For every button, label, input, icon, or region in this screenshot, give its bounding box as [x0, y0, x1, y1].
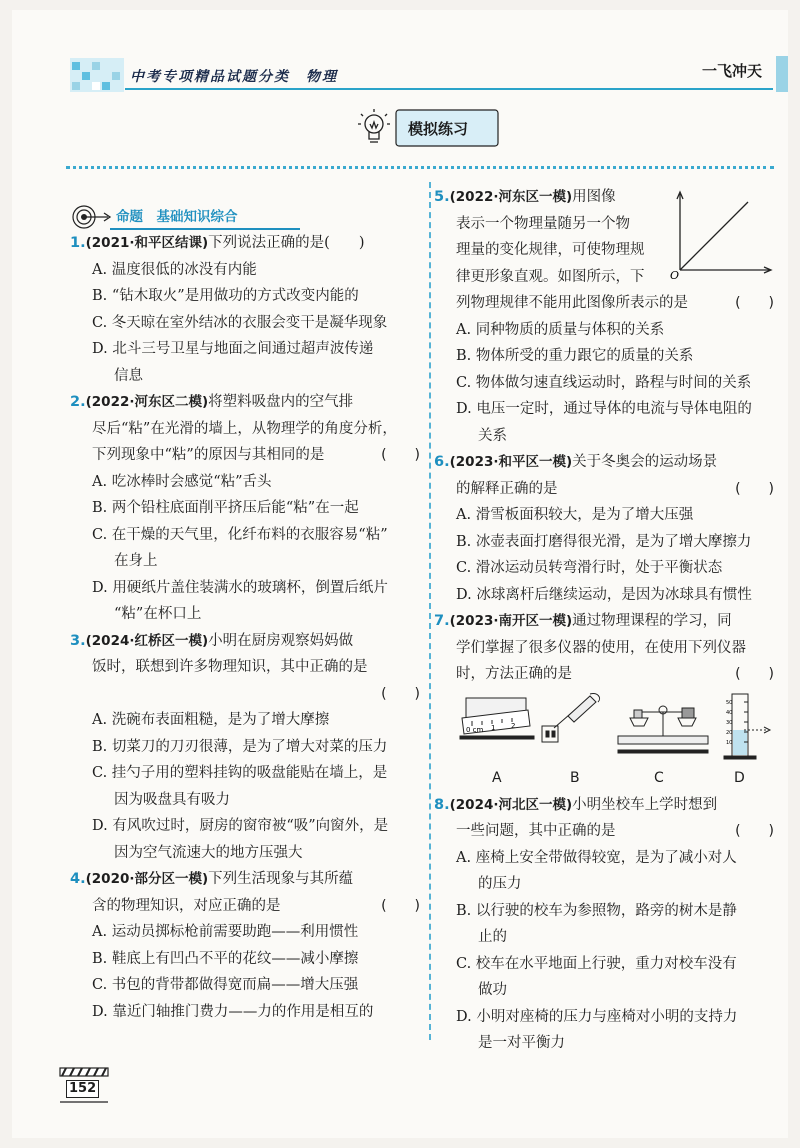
q2-stem-3: 下列现象中“粘”的原因与其相同的是: [92, 447, 325, 463]
q1-option-c: C. 冬天晾在室外结冰的衣服会变干是凝华现象: [92, 314, 388, 331]
question-6: [434, 449, 774, 608]
q4-stem-2: 含的物理知识，对应正确的是: [92, 897, 281, 914]
q6-option-b: B. 冰壶表面打磨得很光滑，是为了增大摩擦力: [456, 533, 752, 550]
q3-option-c: C. 挂勺子用的塑料挂钩的吸盘能贴在墙上，是: [92, 765, 388, 781]
q2-option-c: C. 在干燥的天气里，化纤布料的衣服容易“粘”: [92, 526, 388, 543]
header-brand: 一飞冲天: [702, 62, 763, 80]
q1-option-d-cont: 信息: [114, 367, 143, 384]
q1-option-d: D. 北斗三号卫星与地面之间通过超声波传递: [92, 341, 374, 357]
q6-stem-1: 关于冬奥会的运动场景: [572, 454, 718, 470]
q4-number: 4.: [70, 871, 86, 887]
q5-stem-5: 列物理规律不能用此图像所表示的是: [456, 295, 688, 311]
question-3: [70, 628, 420, 867]
q7-source: (2023·南开区一模): [449, 613, 573, 629]
q8-stem-2: 一些问题，其中正确的是: [456, 823, 616, 839]
cylinder-tick-50: 50: [726, 700, 733, 706]
q8-option-a: A. 座椅上安全带做得较宽，是为了减小对人: [456, 849, 737, 866]
header-title: 中考专项精品试题分类 物理: [130, 69, 338, 85]
q8-option-c: C. 校车在水平地面上行驶，重力对校车没有: [456, 955, 737, 972]
q7-number: 7.: [434, 613, 450, 629]
page-number: 152: [66, 1080, 99, 1098]
q4-option-d: D. 靠近门轴推门费力——力的作用是相互的: [92, 1003, 374, 1020]
q2-answer-bracket: ( ): [381, 447, 420, 463]
q5-linear-graph: [668, 190, 774, 280]
ruler-tick-1: 1: [491, 724, 496, 732]
q8-option-b-cont: 止的: [478, 929, 507, 945]
q8-source: (2024·河北区一模): [449, 796, 573, 813]
q6-answer-bracket: ( ): [735, 480, 774, 497]
q2-number: 2.: [70, 394, 86, 410]
q5-option-a: A. 同种物质的质量与体积的关系: [456, 321, 665, 338]
q7-stem-1: 通过物理课程的学习，同: [572, 613, 732, 629]
q2-option-d-cont: “粘”在杯口上: [114, 606, 202, 622]
test-pencil-diagram: [542, 694, 600, 742]
lightbulb-icon: [358, 109, 390, 142]
left-column: [70, 206, 420, 1025]
q4-option-c: C. 书包的背带都做得宽而扁——增大压强: [92, 977, 359, 993]
column-divider: [429, 182, 431, 1040]
q7-label-d: D: [734, 770, 745, 786]
q1-option-b: B. “钻木取火”是用做功的方式改变内能的: [92, 288, 359, 304]
q3-stem-2: 饭时，联想到许多物理知识，其中正确的是: [92, 659, 368, 675]
q3-source: (2024·红桥区一模): [85, 632, 209, 649]
q7-label-b: B: [570, 770, 580, 786]
q8-option-b: B. 以行驶的校车为参照物，路旁的树木是静: [456, 902, 737, 919]
q4-source: (2020·部分区一模): [85, 871, 209, 887]
question-1: [70, 230, 420, 389]
q8-option-d: D. 小明对座椅的压力与座椅对小明的支持力: [456, 1008, 738, 1025]
q3-stem-1: 小明在厨房观察妈妈做: [208, 632, 354, 649]
q7-answer-bracket: ( ): [735, 666, 774, 682]
q2-source: (2022·河东区二模): [85, 394, 209, 410]
q5-option-d: D. 电压一定时，通过导体的电流与导体电阻的: [456, 401, 752, 417]
q6-number: 6.: [434, 454, 450, 470]
q7-stem-3: 时，方法正确的是: [456, 666, 572, 682]
q5-stem-2: 表示一个物理量随另一个物: [456, 215, 630, 232]
ruler-tick-0: 0 cm: [466, 726, 484, 734]
q2-option-b: B. 两个铅柱底面削平挤压后能“粘”在一起: [92, 500, 359, 516]
q4-answer-bracket: ( ): [381, 897, 420, 914]
q5-source: (2022·河东区一模): [449, 189, 573, 205]
q7-label-c: C: [654, 770, 664, 786]
q3-option-b: B. 切菜刀的刀刃很薄，是为了增大对菜的压力: [92, 738, 388, 755]
q8-option-a-cont: 的压力: [478, 876, 522, 892]
q5-option-c: C. 物体做匀速直线运动时，路程与时间的关系: [456, 374, 752, 391]
topic-label: 命题 基础知识综合: [116, 209, 238, 225]
q8-stem-1: 小明坐校车上学时想到: [572, 796, 718, 813]
q2-option-a: A. 吃冰棒时会感觉“粘”舌头: [92, 473, 272, 490]
q3-option-c-cont: 因为吸盘具有吸力: [114, 791, 230, 808]
brand-tab: [776, 56, 788, 92]
cylinder-tick-40: 40: [726, 710, 733, 716]
ruler-tick-2: 2: [511, 722, 516, 730]
q5-stem-3: 理量的变化规律，可使物理规: [456, 242, 645, 258]
topic-heading: [70, 204, 420, 230]
q4-option-b: B. 鞋底上有凹凸不平的花纹——减小摩擦: [92, 950, 359, 967]
q7-stem-2: 学们掌握了很多仪器的使用，在使用下列仪器: [456, 639, 746, 656]
q5-answer-bracket: ( ): [735, 295, 774, 311]
q7-instruments-figure: [458, 688, 772, 770]
q5-number: 5.: [434, 189, 450, 205]
dotted-divider: [66, 166, 774, 169]
q5-option-d-cont: 关系: [478, 427, 507, 444]
q8-option-c-cont: 做功: [478, 982, 507, 998]
q5-option-b: B. 物体所受的重力跟它的质量的关系: [456, 348, 694, 364]
balance-diagram: [618, 706, 708, 753]
q4-option-a: A. 运动员掷标枪前需要助跑——利用惯性: [92, 924, 359, 940]
q6-option-d: D. 冰球离杆后继续运动，是因为冰球具有惯性: [456, 586, 752, 603]
q6-source: (2023·和平区一模): [449, 454, 573, 470]
q7-label-a: A: [492, 770, 502, 786]
q2-option-d: D. 用硬纸片盖住装满水的玻璃杯，倒置后纸片: [92, 579, 388, 596]
header-decoration-squares: [70, 58, 124, 92]
graph-line: [680, 202, 748, 270]
q8-option-d-cont: 是一对平衡力: [478, 1035, 565, 1051]
right-column: [434, 184, 774, 1057]
question-8: [434, 792, 774, 1057]
q1-stem: 下列说法正确的是: [208, 235, 325, 251]
q5-stem-4: 律更形象直观。如图所示，下: [456, 268, 645, 285]
q1-option-a: A. 温度很低的冰没有内能: [92, 261, 257, 278]
q2-option-c-cont: 在身上: [114, 553, 158, 569]
question-2: [70, 389, 420, 628]
graph-origin-label: O: [670, 269, 680, 280]
header-rule: [125, 88, 773, 90]
q1-number: 1.: [70, 235, 86, 251]
q3-option-d-cont: 因为空气流速大的地方压强大: [114, 844, 303, 861]
q8-answer-bracket: ( ): [735, 823, 774, 839]
q3-option-d: D. 有风吹过时，厨房的窗帘被“吸”向窗外，是: [92, 818, 389, 834]
question-4: [70, 866, 420, 1025]
q4-stem-1: 下列生活现象与其所蕴: [208, 871, 354, 887]
q5-stem-1: 用图像: [572, 189, 616, 205]
q6-option-a: A. 滑雪板面积较大，是为了增大压强: [456, 507, 694, 523]
q3-number: 3.: [70, 632, 86, 649]
q6-stem-2: 的解释正确的是: [456, 480, 558, 497]
q8-number: 8.: [434, 796, 450, 813]
q2-stem-1: 将塑料吸盘内的空气排: [208, 394, 354, 410]
cylinder-tick-10: 10: [726, 740, 733, 746]
q1-answer-bracket: ( ): [324, 235, 365, 251]
q3-answer-bracket: ( ): [381, 685, 420, 702]
cylinder-tick-30: 30: [726, 720, 733, 726]
q1-source: (2021·和平区结课): [85, 235, 209, 251]
cylinder-tick-20: 20: [726, 730, 733, 736]
q2-stem-2: 尽后“粘”在光滑的墙上，从物理学的角度分析，: [92, 420, 397, 437]
q3-option-a: A. 洗碗布表面粗糙，是为了增大摩擦: [92, 712, 330, 728]
q6-option-c: C. 滑冰运动员转弯滑行时，处于平衡状态: [456, 560, 723, 576]
section-title: 模拟练习: [408, 120, 469, 138]
target-icon: [70, 204, 114, 230]
